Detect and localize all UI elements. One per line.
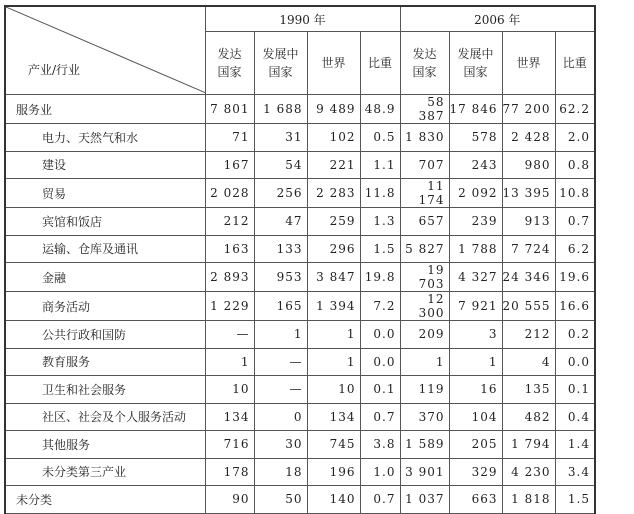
table-cell: 657 <box>400 208 449 236</box>
table-cell: 196 <box>307 458 360 486</box>
table-cell: 239 <box>449 208 502 236</box>
table-cell: — <box>254 376 307 404</box>
header-share-1990: 比重 <box>360 32 400 95</box>
table-cell: 178 <box>205 458 254 486</box>
table-cell: 0.1 <box>360 376 400 404</box>
row-label: 运输、仓库及通讯 <box>5 235 205 263</box>
table-cell: 134 <box>307 403 360 431</box>
table-cell: 4 327 <box>449 263 502 292</box>
table-row <box>5 348 595 376</box>
table-cell: 104 <box>449 403 502 431</box>
table-cell: 90 <box>205 486 254 514</box>
table-cell: 1 <box>307 321 360 349</box>
table-row <box>5 124 595 152</box>
table-cell: 24 346 <box>502 263 555 292</box>
table-cell: 71 <box>205 124 254 152</box>
header-developed-1990: 发达 国家 <box>205 32 254 95</box>
table-cell: 7.2 <box>360 292 400 321</box>
table-cell: 1 394 <box>307 292 360 321</box>
table-cell: 0.1 <box>555 376 595 404</box>
table-cell: 0.7 <box>555 208 595 236</box>
corner-label: 产业/行业 <box>28 63 81 77</box>
header-world-2006: 世界 <box>502 32 555 95</box>
header-year-2006: 2006 年 <box>400 6 595 32</box>
table-cell: 1.1 <box>360 151 400 179</box>
table-cell: 0 <box>254 403 307 431</box>
table-cell: 6.2 <box>555 235 595 263</box>
table-cell: 212 <box>502 321 555 349</box>
table-cell: 370 <box>400 403 449 431</box>
table-cell: 1 <box>254 321 307 349</box>
table-cell: 19.6 <box>555 263 595 292</box>
table-cell: 3.8 <box>360 431 400 459</box>
table-cell: 0.8 <box>555 151 595 179</box>
table-cell: 5 827 <box>400 235 449 263</box>
data-table-container <box>4 5 596 514</box>
table-cell: 10 <box>307 376 360 404</box>
table-cell: 12 300 <box>400 292 449 321</box>
table-cell: 11 174 <box>400 179 449 208</box>
corner-header-cell <box>5 6 205 95</box>
header-developing-2006: 发展中 国家 <box>449 32 502 95</box>
row-label: 未分类 <box>5 486 205 514</box>
table-cell: 1 <box>307 348 360 376</box>
table-cell: 0.4 <box>555 403 595 431</box>
table-cell: 119 <box>400 376 449 404</box>
table-cell: 7 801 <box>205 95 254 124</box>
table-cell: 1 818 <box>502 486 555 514</box>
table-cell: 20 555 <box>502 292 555 321</box>
table-cell: 30 <box>254 431 307 459</box>
row-label: 金融 <box>5 263 205 292</box>
table-cell: 1 <box>449 348 502 376</box>
row-label: 贸易 <box>5 179 205 208</box>
header-developing-1990: 发展中 国家 <box>254 32 307 95</box>
table-cell: 16 <box>449 376 502 404</box>
table-cell: 1.4 <box>555 431 595 459</box>
table-cell: 0.5 <box>360 124 400 152</box>
table-cell: 62.2 <box>555 95 595 124</box>
row-label: 其他服务 <box>5 431 205 459</box>
table-cell: 296 <box>307 235 360 263</box>
table-row <box>5 403 595 431</box>
table-cell: 259 <box>307 208 360 236</box>
table-cell: 2 092 <box>449 179 502 208</box>
table-cell: 163 <box>205 235 254 263</box>
table-cell: 2 283 <box>307 179 360 208</box>
table-row <box>5 151 595 179</box>
table-cell: 953 <box>254 263 307 292</box>
table-cell: 19 703 <box>400 263 449 292</box>
table-row <box>5 321 595 349</box>
table-cell: 578 <box>449 124 502 152</box>
table-cell: 205 <box>449 431 502 459</box>
table-cell: 10.8 <box>555 179 595 208</box>
table-cell: 980 <box>502 151 555 179</box>
table-cell: — <box>205 321 254 349</box>
table-cell: 134 <box>205 403 254 431</box>
table-row <box>5 263 595 292</box>
header-row-years <box>5 6 595 32</box>
table-cell: 2 428 <box>502 124 555 152</box>
table-cell: 54 <box>254 151 307 179</box>
row-label: 宾馆和饭店 <box>5 208 205 236</box>
table-cell: 1 037 <box>400 486 449 514</box>
table-cell: 165 <box>254 292 307 321</box>
table-cell: 11.8 <box>360 179 400 208</box>
table-cell: 140 <box>307 486 360 514</box>
table-cell: 482 <box>502 403 555 431</box>
table-cell: 0.0 <box>555 348 595 376</box>
table-cell: 3 901 <box>400 458 449 486</box>
table-cell: 1 788 <box>449 235 502 263</box>
table-cell: 167 <box>205 151 254 179</box>
table-cell: 3 847 <box>307 263 360 292</box>
row-label: 社区、社会及个人服务活动 <box>5 403 205 431</box>
table-cell: 1.3 <box>360 208 400 236</box>
table-cell: — <box>254 348 307 376</box>
table-row <box>5 376 595 404</box>
table-cell: 745 <box>307 431 360 459</box>
table-cell: 1 688 <box>254 95 307 124</box>
table-cell: 329 <box>449 458 502 486</box>
row-label: 建设 <box>5 151 205 179</box>
data-table <box>4 5 596 514</box>
table-cell: 1 <box>205 348 254 376</box>
table-cell: 19.8 <box>360 263 400 292</box>
table-cell: 1.0 <box>360 458 400 486</box>
table-cell: 2 893 <box>205 263 254 292</box>
table-cell: 4 <box>502 348 555 376</box>
table-cell: 102 <box>307 124 360 152</box>
row-label: 卫生和社会服务 <box>5 376 205 404</box>
table-cell: 2 028 <box>205 179 254 208</box>
table-cell: 0.2 <box>555 321 595 349</box>
table-cell: 31 <box>254 124 307 152</box>
table-cell: 1 794 <box>502 431 555 459</box>
table-row <box>5 179 595 208</box>
table-row <box>5 235 595 263</box>
table-cell: 0.0 <box>360 321 400 349</box>
row-label: 电力、天然气和水 <box>5 124 205 152</box>
table-cell: 663 <box>449 486 502 514</box>
header-year-1990: 1990 年 <box>205 6 400 32</box>
table-row <box>5 292 595 321</box>
header-developed-2006: 发达 国家 <box>400 32 449 95</box>
header-world-1990: 世界 <box>307 32 360 95</box>
table-row <box>5 486 595 514</box>
header-share-2006: 比重 <box>555 32 595 95</box>
table-body <box>5 95 595 514</box>
table-row <box>5 431 595 459</box>
table-cell: 1.5 <box>360 235 400 263</box>
table-cell: 1 589 <box>400 431 449 459</box>
diagonal-line <box>6 7 206 93</box>
table-cell: 58 387 <box>400 95 449 124</box>
table-cell: 0.0 <box>360 348 400 376</box>
table-cell: 135 <box>502 376 555 404</box>
table-row <box>5 95 595 124</box>
table-cell: 77 200 <box>502 95 555 124</box>
table-cell: 1.5 <box>555 486 595 514</box>
table-cell: 3 <box>449 321 502 349</box>
row-label: 教育服务 <box>5 348 205 376</box>
table-cell: 209 <box>400 321 449 349</box>
row-label: 未分类第三产业 <box>5 458 205 486</box>
table-cell: 707 <box>400 151 449 179</box>
table-cell: 16.6 <box>555 292 595 321</box>
table-cell: 913 <box>502 208 555 236</box>
row-label: 服务业 <box>5 95 205 124</box>
table-cell: 4 230 <box>502 458 555 486</box>
table-cell: 48.9 <box>360 95 400 124</box>
row-label: 公共行政和国防 <box>5 321 205 349</box>
table-cell: 1 830 <box>400 124 449 152</box>
table-cell: 7 724 <box>502 235 555 263</box>
table-cell: 2.0 <box>555 124 595 152</box>
table-cell: 9 489 <box>307 95 360 124</box>
table-cell: 47 <box>254 208 307 236</box>
table-cell: 1 229 <box>205 292 254 321</box>
table-cell: 3.4 <box>555 458 595 486</box>
table-cell: 7 921 <box>449 292 502 321</box>
table-cell: 212 <box>205 208 254 236</box>
table-cell: 17 846 <box>449 95 502 124</box>
table-cell: 256 <box>254 179 307 208</box>
table-cell: 0.7 <box>360 403 400 431</box>
row-label: 商务活动 <box>5 292 205 321</box>
table-cell: 221 <box>307 151 360 179</box>
table-cell: 133 <box>254 235 307 263</box>
table-row <box>5 458 595 486</box>
table-cell: 10 <box>205 376 254 404</box>
table-cell: 50 <box>254 486 307 514</box>
table-cell: 1 <box>400 348 449 376</box>
table-row <box>5 208 595 236</box>
table-cell: 243 <box>449 151 502 179</box>
table-cell: 18 <box>254 458 307 486</box>
table-cell: 0.7 <box>360 486 400 514</box>
table-cell: 716 <box>205 431 254 459</box>
table-cell: 13 395 <box>502 179 555 208</box>
